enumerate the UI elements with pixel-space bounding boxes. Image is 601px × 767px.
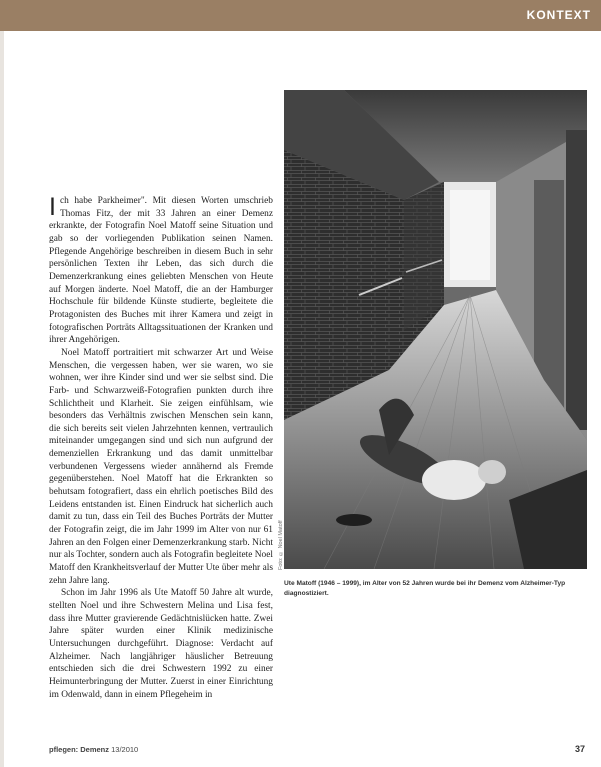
- article-photo: [284, 90, 587, 569]
- corridor-photo: [284, 90, 587, 569]
- article-column: [49, 195, 273, 701]
- section-label: KONTEXT: [526, 8, 591, 22]
- photo-credit: Foto: © Noel Matoff: [278, 520, 284, 570]
- article-paragraph: Noel Matoff portraitiert mit schwarzer Art und Weise Menschen, die vergessen haben, wer sie waren, wo sie wohnen, wer ihre Kinder sind und wer sie selbst sind. Die Farb- und Schwarzweiß-Fotografien punkten durch ihre Schlichtheit und Klarheit. Sie zeigen einfühlsam, wie besonders das Verhältnis zwischen Menschen sein kann, die sich bereits seit vielen Jahrzehnten kennen, vertraulich miteinander umgegangen sind und sich nun aufgrund der demenziellen Erkrankung und das damit unmittelbar verbundenen Vergessens wieder annähernd als Fremde gegenüberstehen. Noel Matoff hat die Erkrankten so behutsam fotografiert, dass ein ehrlich poetisches Bild des Leidens entstanden ist. Einen Eindruck hat sicherlich auch damit zu tun, dass ein Teil des Buches Porträts der Mutter der Fotografin zeigt, die im Jahr 1999 im Alter von nur 61 Jahren an den Folgen einer Demenzerkrankung starb. Nicht nur als Tochter, sondern auch als Fotografin begleitete Noel Matoff den Krankheitsverlauf der Mutter Ute über mehr als zehn Jahre lang.: [49, 347, 273, 586]
- paragraph-text: ch habe Parkheimer". Mit diesen Worten umschrieb Thomas Fitz, der mit 33 Jahren an einer Demenz erkrankte, der Fotografin Noel Matoff seine Situation und gab so der vorliegenden Publikation seinen Namen. Pflegende Angehörige beschreiben in diesem Buch in sehr persönlichen Texten ihr Leben, das sich durch die Demenzerkrankung eines geliebten Menschen von Heute auf Morgen änderte. Noel Matoff, die an der Hamburger Hochschule für bildende Künste studierte, begleitete die Protagonisten des Buches mit ihrer Kamera und zeigt in fotografischen Porträts Alltagssituationen der Kranken und ihrer Angehörigen.: [49, 196, 273, 346]
- publication-name: pflegen: Demenz: [49, 745, 110, 754]
- issue-number: 13/2010: [111, 745, 139, 754]
- drop-cap: I: [49, 193, 56, 221]
- article-paragraph: Schon im Jahr 1996 als Ute Matoff 50 Jahre alt wurde, stellten Noel und ihre Schwestern Melina und Lisa fest, dass ihre Mutter gravierende Gedächtnislücken hatte. Zwei Jahre später wurden einer Klinik medizinische Untersuchungen durchgeführt. Diagnose: Verdacht auf Alzheimer. Nach langjähriger häuslicher Betreuung entschieden sich die drei Schwestern 1992 zu einer Heimunterbringung der Mutter. Zuerst in einer Einrichtung im Odenwald, dann in einem Pflegeheim in: [49, 588, 273, 700]
- header-bar: [0, 0, 601, 31]
- photo-caption: Ute Matoff (1946 – 1999), im Alter von 52 Jahren wurde bei ihr Demenz vom Alzheimer-Typ diagnostiziert.: [284, 580, 566, 597]
- page-number: 37: [574, 744, 585, 754]
- article-paragraph: [49, 195, 273, 347]
- page-edge: [0, 31, 4, 767]
- footer-publication: [49, 745, 138, 754]
